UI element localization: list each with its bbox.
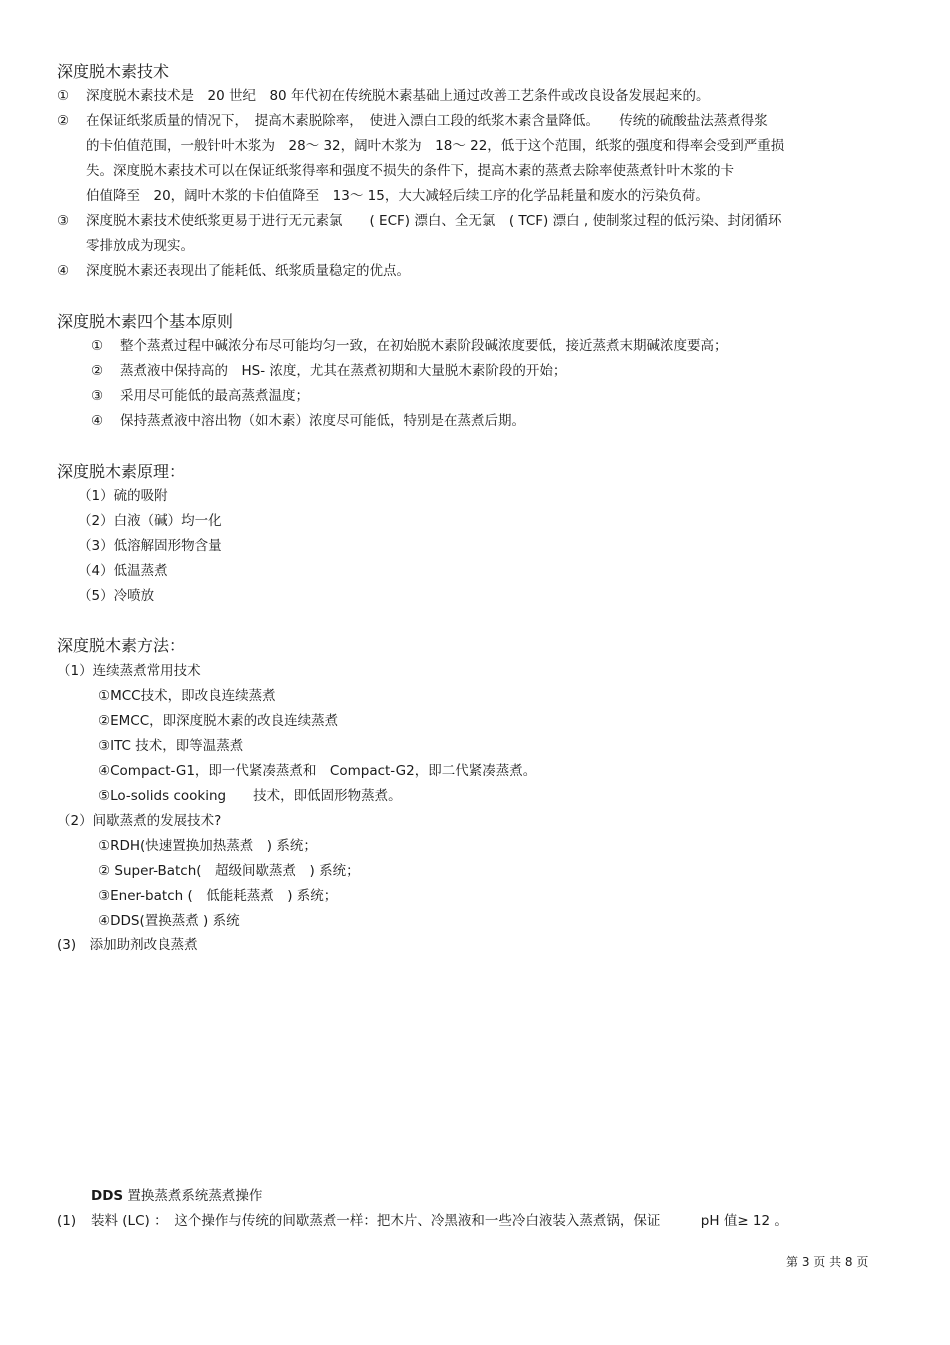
list-item: ③Ener-batch ( 低能耗蒸煮 ) 系统； [98,888,338,904]
item-number: ④ [57,263,70,279]
section-title-principles: 深度脱木素四个基本原则 [57,312,234,331]
list-item: （3）低溶解固形物含量 [78,538,222,554]
section-title-methods: 深度脱木素方法： [57,636,186,655]
item-number: ② [91,363,104,379]
item-number: (1) [57,1213,77,1229]
list-item: ①RDH(快速置换加热蒸煮 ) 系统； [98,838,317,854]
dds-label: DDS [91,1188,124,1204]
item-number: ① [91,338,104,354]
list-item: 采用尽可能低的最高蒸煮温度； [120,388,309,404]
subsection-title: （1）连续蒸煮常用技术 [57,663,201,679]
list-item: ② Super-Batch( 超级间歇蒸煮 ) 系统； [98,863,360,879]
list-item: （5）冷喷放 [78,588,155,604]
list-item: ⑤Lo-solids cooking 技术，即低固形物蒸煮。 [98,788,402,804]
list-item: （1）硫的吸附 [78,488,168,504]
list-item: 蒸煮液中保持高的 HS- 浓度，尤其在蒸煮初期和大量脱木素阶段的开始； [120,363,567,379]
item-number: ④ [91,413,104,429]
paragraph-line: 零排放成为现实。 [86,238,194,254]
page-number: 第 3 页 共 8 页 [786,1255,869,1269]
paragraph-line: 深度脱木素技术是 20 世纪 80 年代初在传统脱木素基础上通过改善工艺条件或改良设备发展起来的。 [86,88,710,104]
list-item: 整个蒸煮过程中碱浓分布尽可能均匀一致，在初始脱木素阶段碱浓度要低，接近蒸煮末期碱浓度要高； [120,338,728,354]
paragraph-line: 装料 (LC) ： 这个操作与传统的间歇蒸煮一样：把木片、冷黑液和一些冷白液装入蒸煮锅，保证 pH 值≥ 12 。 [91,1213,788,1229]
paragraph-line: 在保证纸浆质量的情况下， 提高木素脱除率， 使进入漂白工段的纸浆木素含量降低。 传统的硫酸盐法蒸煮得浆 [86,113,768,129]
section-title-mechanism: 深度脱木素原理： [57,462,186,481]
subsection-title: （2）间歇蒸煮的发展技术? [57,813,222,829]
list-item: 保持蒸煮液中溶出物（如木素）浓度尽可能低，特别是在蒸煮后期。 [120,413,525,429]
list-item: ④DDS(置换蒸煮 ) 系统 [98,913,240,929]
list-item: ③ITC 技术，即等温蒸煮 [98,738,244,754]
list-item: （2）白液（碱）均一化 [78,513,222,529]
dds-title-rest: 置换蒸煮系统蒸煮操作 [123,1188,263,1204]
paragraph-line: 的卡伯值范围，一般针叶木浆为 28～ 32，阔叶木浆为 18～ 22，低于这个范围，纸浆的强度和得率会受到严重损 [86,138,785,154]
item-number: ③ [57,213,70,229]
list-item: ④Compact-G1，即一代紧凑蒸煮和 Compact-G2，即二代紧凑蒸煮。 [98,763,537,779]
item-number: ③ [91,388,104,404]
paragraph-line: 深度脱木素技术使纸浆更易于进行无元素氯 ( ECF) 漂白、全无氯 ( TCF) 漂白 , 使制浆过程的低污染、封闭循环 [86,213,782,229]
paragraph-line: 深度脱木素还表现出了能耗低、纸浆质量稳定的优点。 [86,263,410,279]
subsection-title: (3) 添加助剂改良蒸煮 [57,937,198,953]
list-item: ②EMCC，即深度脱木素的改良连续蒸煮 [98,713,339,729]
paragraph-line: 失。深度脱木素技术可以在保证纸浆得率和强度不损失的条件下，提高木素的蒸煮去除率使蒸煮针叶木浆的卡 [86,163,734,179]
item-number: ② [57,113,70,129]
list-item: （4）低温蒸煮 [78,563,168,579]
list-item: ①MCC技术，即改良连续蒸煮 [98,688,276,704]
item-number: ① [57,88,70,104]
paragraph-line: 伯值降至 20，阔叶木浆的卡伯值降至 13～ 15，大大减轻后续工序的化学品耗量和废水的污染负荷。 [86,188,709,204]
section-title-dds-operation [91,1187,262,1205]
section-title-technique: 深度脱木素技术 [57,62,170,81]
